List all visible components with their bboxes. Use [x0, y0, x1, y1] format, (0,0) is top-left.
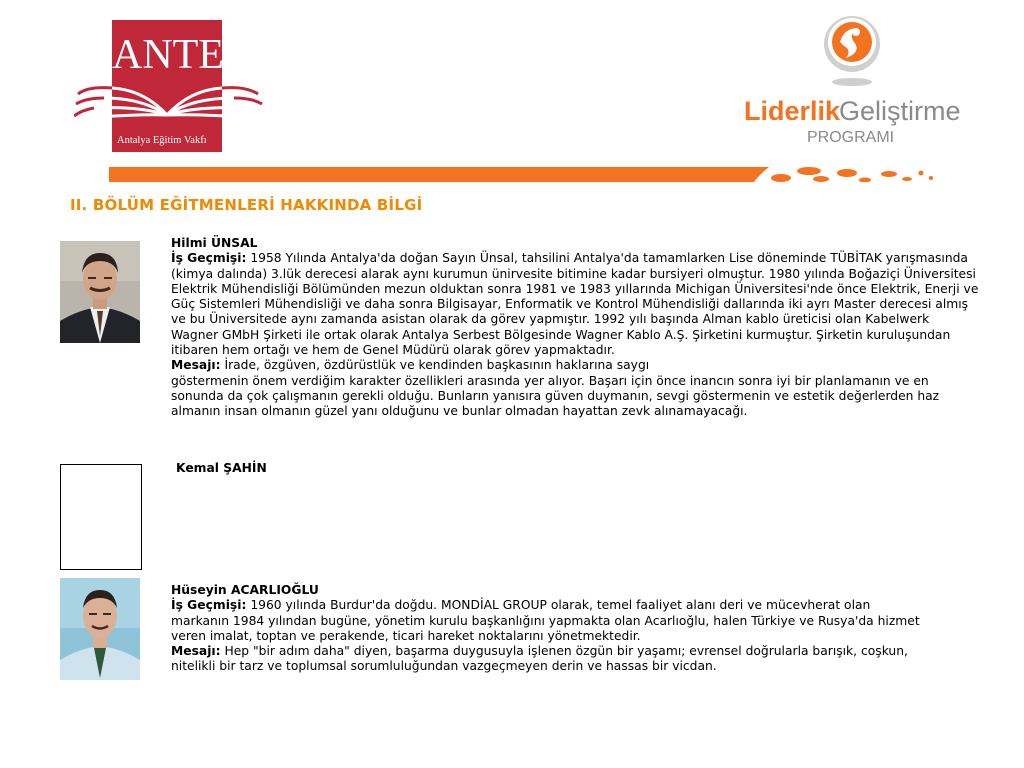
message-continuation: göstermenin önem verdiğim karakter özellikleri arasında yer alıyor. Başarı için önce inancın sonra iyi bir planlamanın ve en sonunda da çok çalışmanın gerekli olduğu. Bunların yanısıra güven duymanın, sevgi göstermenin ve estetik değerlerden haz almanın insan olmanın güzel yanı olduğunu ve bunlar olmadan hayattan zevk alınamayacağı.	[171, 373, 940, 419]
career-text: 1960 yılında Burdur'da doğdu. MONDİAL GROUP olarak, temel faaliyet alanı deri ve mücevherat olan markanın 1984 yılından bugüne, yönetim kurulu başkanlığını yapmakta olan Acarlıoğlu, halen Türkiye ve Rusya'da hizmet veren imalat, toptan ve perakende, ticari hareket noktalarını yönetmektedir.	[171, 598, 920, 643]
career-text: 1958 Yılında Antalya'da doğan Sayın Ünsal, tahsilini Antalya'da tamamlarken Lise döneminde TÜBİTAK yarışmasında (kimya dalında) 3.lük derecesi alarak aynı kurumun ünirvesite bitimine kadar bursiyeri olmuştur. 1980 yılında Boğaziçi Üniversitesi Elektrik Mühendisliği Bölümünden mezun olduktan sonra 1981 ve 1983 yıllarında Michigan Üniversitesi'nde önce Elektrik, Enerji ve Güç Sistemleri Mühendisliği ve daha sonra Bilgisayar, Enformatik ve Kontrol Mühendisliği dallarında iki ayrı Master derecesi almış ve bu Üniversitede aynı zamanda asistan olarak da görev yapmıştır. 1992 yılı başında Alman kablo üreticisi olan Kabelwerk Wagner GMbH Şirketi ile ortak olarak Antalya Serbest Bölgesinde Wagner Kablo A.Ş. Şirketini kurmuştur. Şirketin kuruluşundan itibaren hem ortağı ve hem de Genel Müdürü olarak görev yapmaktadır.	[171, 251, 979, 358]
trainer-photo-hilmi	[60, 241, 140, 343]
liderlik-text: Liderlik	[744, 96, 841, 126]
antev-logo	[74, 20, 264, 152]
trainer-name: Hüseyin ACARLIOĞLU	[171, 583, 319, 597]
career-label: İş Geçmişi:	[171, 598, 247, 613]
trainer-bio-hilmi	[171, 236, 979, 420]
trainer-bio-huseyin	[171, 583, 931, 675]
liderlik-logo	[742, 12, 972, 147]
trainer-name-kemal: Kemal ŞAHİN	[176, 461, 267, 475]
message-text: İrade, özgüven, özdürüstlük ve kendinden başkasının haklarına saygı	[224, 358, 650, 373]
trainer-name: Hilmi ÜNSAL	[171, 236, 258, 250]
gelistirme-text: Geliştirme	[839, 96, 961, 126]
message-label: Mesajı:	[171, 644, 221, 659]
antev-logo-subtitle: Antalya Eğitim Vakfı	[117, 135, 207, 146]
career-paragraph	[171, 251, 979, 358]
programi-text: PROGRAMI	[807, 129, 895, 146]
trainer-photo-huseyin	[60, 578, 140, 680]
section-title: II. BÖLÜM EĞİTMENLERİ HAKKINDA BİLGİ	[70, 196, 423, 214]
message-paragraph	[171, 644, 931, 675]
career-paragraph	[171, 598, 931, 644]
orange-header-bar	[109, 167, 939, 182]
trainer-photo-placeholder	[60, 464, 142, 570]
antev-logo-text: ANTEV	[112, 32, 255, 78]
career-label: İş Geçmişi:	[171, 251, 247, 266]
message-text: Hep "bir adım daha" diyen, başarma duygusuyla işlenen özgün bir yaşamı; evrensel doğrularla barışık, coşkun, nitelikli bir tarz ve toplumsal sorumluluğundan vazgeçmeyen derin ve hassas bir vicdan.	[171, 644, 908, 674]
message-line	[171, 358, 979, 373]
message-label: Mesajı:	[171, 358, 221, 373]
